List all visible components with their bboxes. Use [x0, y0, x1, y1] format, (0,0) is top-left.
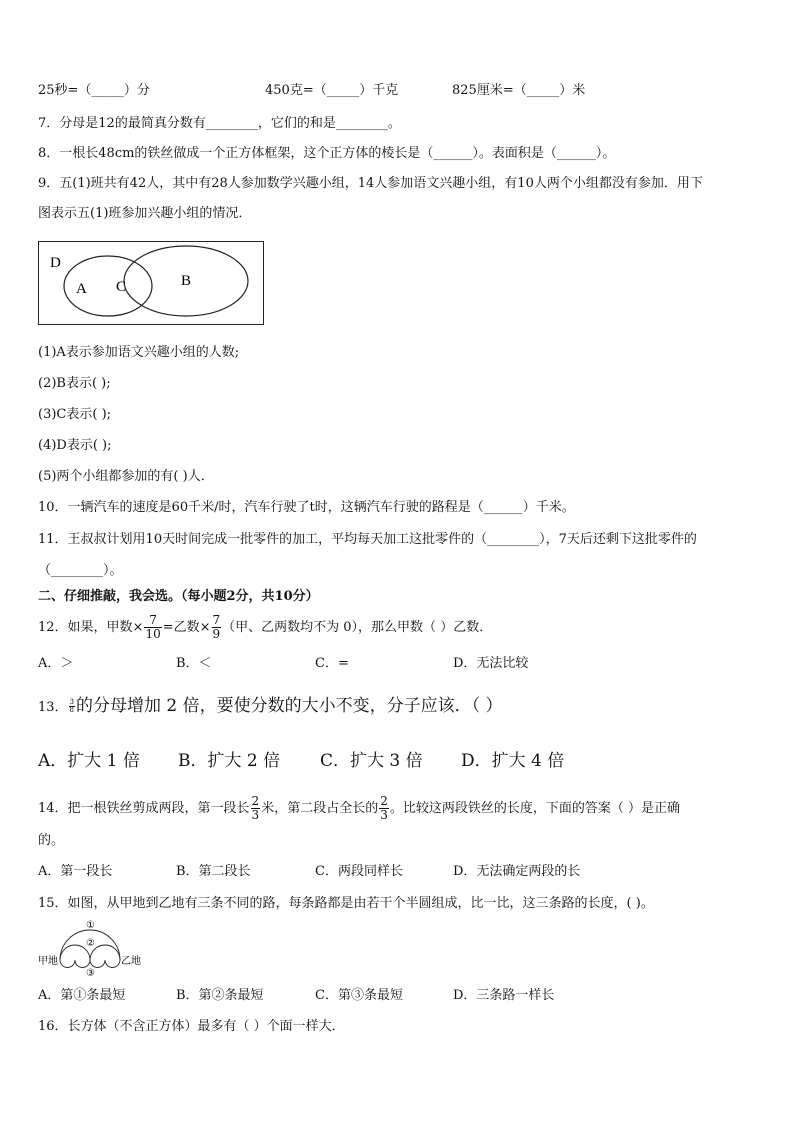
q12-option-a[interactable]: A．＞ [38, 656, 74, 671]
q12-fraction-2: $\frac{7}{9}$ [212, 613, 221, 641]
unit-conversion-seconds: 25秒=（_____）分 [38, 83, 150, 98]
question-12 [38, 614, 492, 641]
question-15: 15．如图，从甲地到乙地有三条不同的路，每条路都是由若干个半圆组成，比一比，这三条路的长度，( )。 [38, 896, 654, 911]
unit-conversion-cm-row [452, 82, 585, 100]
question-9-sub2: (2)B表示( ); [38, 376, 111, 391]
question-14 [38, 795, 680, 822]
end-point-label: 乙地 [121, 956, 141, 967]
q15-option-d[interactable]: D．三条路一样长 [453, 988, 555, 1003]
q14-post: 。比较这两段铁丝的长度，下面的答案（ ）是正确 [389, 801, 680, 816]
venn-label-a: A [76, 281, 87, 297]
q14-option-b[interactable]: B．第二段长 [176, 864, 251, 879]
q15-option-a[interactable]: A．第①条最短 [38, 988, 126, 1003]
venn-frame [39, 242, 264, 325]
q13-post: 的分母增加 2 倍，要使分数的大小不变，分子应该．（ ） [76, 696, 503, 716]
venn-label-c: C [116, 279, 127, 295]
section-2-heading: 二、仔细推敲，我会选。（每小题2分，共10分） [38, 589, 319, 604]
q12-pre: 12．如果，甲数× [38, 620, 144, 635]
route-3-label: ③ [86, 968, 95, 977]
question-10: 10．一辆汽车的速度是60千米/时，汽车行驶了t时，这辆汽车行驶的路程是（______）千米。 [38, 500, 575, 515]
question-7: 7．分母是12的最简真分数有________，它们的和是________。 [38, 116, 401, 131]
q13-option-b[interactable]: B．扩大 2 倍 [178, 751, 281, 771]
q12-option-d[interactable]: D．无法比较 [453, 656, 529, 671]
question-11-line1: 11．王叔叔计划用10天时间完成一批零件的加工，平均每天加工这批零件的（________），7天后还剩下这批零件的 [38, 532, 697, 547]
question-11-line2: （________）。 [38, 563, 123, 578]
unit-conversion-cm: 825厘米=（_____）米 [452, 83, 586, 98]
question-9-line1: 9．五(1)班共有42人，其中有28人参加数学兴趣小组，14人参加语文兴趣小组，有10人两个小组都没有参加．用下 [38, 176, 703, 191]
question-16: 16．长方体（不含正方体）最多有（ ）个面一样大． [38, 1019, 345, 1034]
start-point-label: 甲地 [38, 956, 58, 967]
route-3-arc [60, 960, 120, 968]
venn-diagram [38, 241, 266, 327]
route-2-label: ② [86, 938, 95, 949]
question-9-sub5: (5)两个小组都参加的有( )人． [38, 469, 214, 484]
q14-fraction-1: $\frac{2}{3}$ [251, 794, 260, 822]
question-9-line2: 图表示五(1)班参加兴趣小组的情况． [38, 206, 252, 221]
question-9-sub3: (3)C表示( ); [38, 407, 112, 422]
question-14-line2: 的。 [38, 833, 65, 848]
q14-option-c[interactable]: C．两段同样长 [315, 864, 403, 879]
question-13 [38, 697, 503, 717]
q13-option-d[interactable]: D．扩大 4 倍 [461, 751, 565, 771]
semicircle-routes-diagram [38, 917, 148, 977]
q14-mid: 米，第二段占全长的 [261, 801, 379, 816]
q14-pre: 14．把一根铁丝剪成两段，第一段长 [38, 801, 250, 816]
q14-option-a[interactable]: A．第一段长 [38, 864, 113, 879]
q13-pre: 13． [38, 700, 68, 715]
q14-option-d[interactable]: D．无法确定两段的长 [453, 864, 581, 879]
venn-label-d: D [50, 255, 61, 271]
unit-conversion-grams: 450克=（_____）千克 [265, 83, 399, 98]
q15-option-b[interactable]: B．第②条最短 [176, 988, 264, 1003]
q12-mid: =乙数× [162, 620, 211, 635]
venn-label-b: B [181, 273, 192, 289]
q-units-row [38, 82, 150, 100]
question-8: 8．一根长48cm的铁丝做成一个正方体框架，这个正方体的棱长是（______）。表面积是（______）。 [38, 146, 616, 161]
q13-option-a[interactable]: A．扩大 1 倍 [38, 751, 140, 771]
q12-fraction-1: $\frac{7}{10}$ [145, 613, 161, 641]
q12-option-b[interactable]: B．＜ [176, 656, 212, 671]
question-9-sub1: (1)A表示参加语文兴趣小组的人数; [38, 345, 240, 360]
route-1-label: ① [86, 920, 95, 931]
q13-fraction: $\frac{3}{8}$ [69, 698, 75, 714]
q13-option-c[interactable]: C．扩大 3 倍 [320, 751, 423, 771]
q15-option-c[interactable]: C．第③条最短 [315, 988, 403, 1003]
question-9-sub4: (4)D表示( ); [38, 438, 112, 453]
q12-post: （甲、乙两数均不为 0），那么甲数（ ）乙数． [222, 620, 493, 635]
unit-conversion-grams-row [265, 82, 398, 100]
q12-option-c[interactable]: C．= [315, 656, 349, 671]
q14-fraction-2: $\frac{2}{3}$ [380, 794, 388, 822]
